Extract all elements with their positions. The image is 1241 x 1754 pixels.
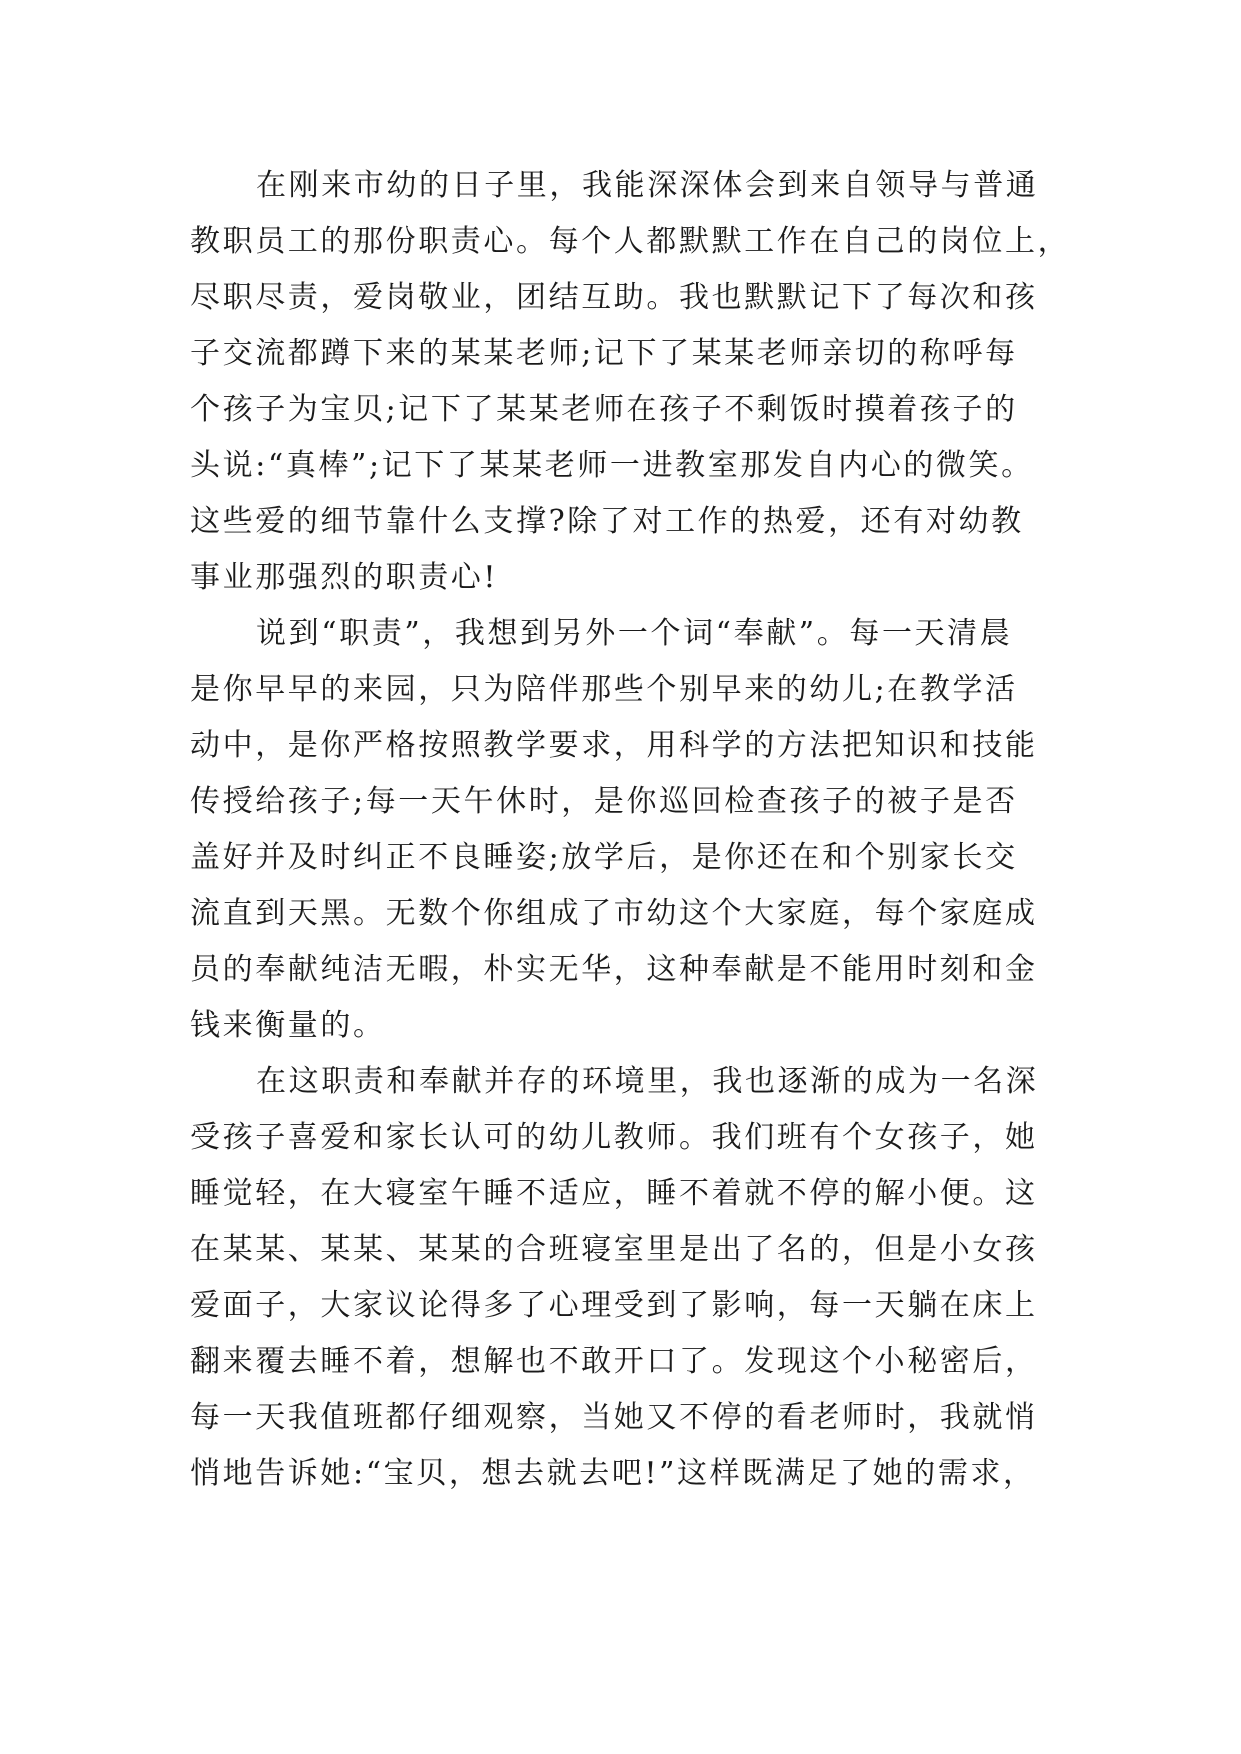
text-line: 在刚来市幼的日子里，我能深深体会到来自领导与普通 (256, 168, 1039, 203)
paragraph-1 (190, 158, 1110, 606)
text-line: 爱面子，大家议论得多了心理受到了影响，每一天躺在床上 (190, 1288, 1038, 1323)
text-line: 在这职责和奉献并存的环境里，我也逐渐的成为一名深 (256, 1064, 1039, 1099)
text-line: 事业那强烈的职责心! (190, 560, 499, 595)
text-line: 个孩子为宝贝;记下了某某老师在孩子不剩饭时摸着孩子的 (190, 392, 1018, 427)
text-line: 钱来衡量的。 (190, 1008, 386, 1043)
text-line: 传授给孩子;每一天午休时，是你巡回检查孩子的被子是否 (190, 784, 1018, 819)
text-line: 盖好并及时纠正不良睡姿;放学后，是你还在和个别家长交 (190, 840, 1018, 875)
text-line: 流直到天黑。无数个你组成了市幼这个大家庭，每个家庭成 (190, 896, 1038, 931)
text-line: 受孩子喜爱和家长认可的幼儿教师。我们班有个女孩子，她 (190, 1120, 1038, 1155)
text-line: 翻来覆去睡不着，想解也不敢开口了。发现这个小秘密后， (190, 1344, 1038, 1379)
text-line: 子交流都蹲下来的某某老师;记下了某某老师亲切的称呼每 (190, 336, 1018, 371)
body-text (190, 158, 1110, 1502)
text-line: 睡觉轻，在大寝室午睡不适应，睡不着就不停的解小便。这 (190, 1176, 1038, 1211)
text-line: 尽职尽责，爱岗敬业，团结互助。我也默默记下了每次和孩 (190, 280, 1038, 315)
text-line: 每一天我值班都仔细观察，当她又不停的看老师时，我就悄 (190, 1400, 1038, 1435)
text-line: 说到“职责”，我想到另外一个词“奉献”。每一天清晨 (256, 616, 1013, 651)
text-line: 动中，是你严格按照教学要求，用科学的方法把知识和技能 (190, 728, 1038, 763)
text-line: 教职员工的那份职责心。每个人都默默工作在自己的岗位上， (190, 224, 1071, 259)
text-line: 是你早早的来园，只为陪伴那些个别早来的幼儿;在教学活 (190, 672, 1018, 707)
text-line: 这些爱的细节靠什么支撑?除了对工作的热爱，还有对幼教 (190, 504, 1024, 539)
text-line: 员的奉献纯洁无暇，朴实无华，这种奉献是不能用时刻和金 (190, 952, 1038, 987)
paragraph-3 (190, 1054, 1110, 1502)
text-line: 头说:“真棒”;记下了某某老师一进教室那发自内心的微笑。 (190, 448, 1034, 483)
text-line: 悄地告诉她:“宝贝，想去就去吧!”这样既满足了她的需求， (190, 1456, 1036, 1491)
paragraph-2 (190, 606, 1110, 1054)
text-line: 在某某、某某、某某的合班寝室里是出了名的，但是小女孩 (190, 1232, 1038, 1267)
